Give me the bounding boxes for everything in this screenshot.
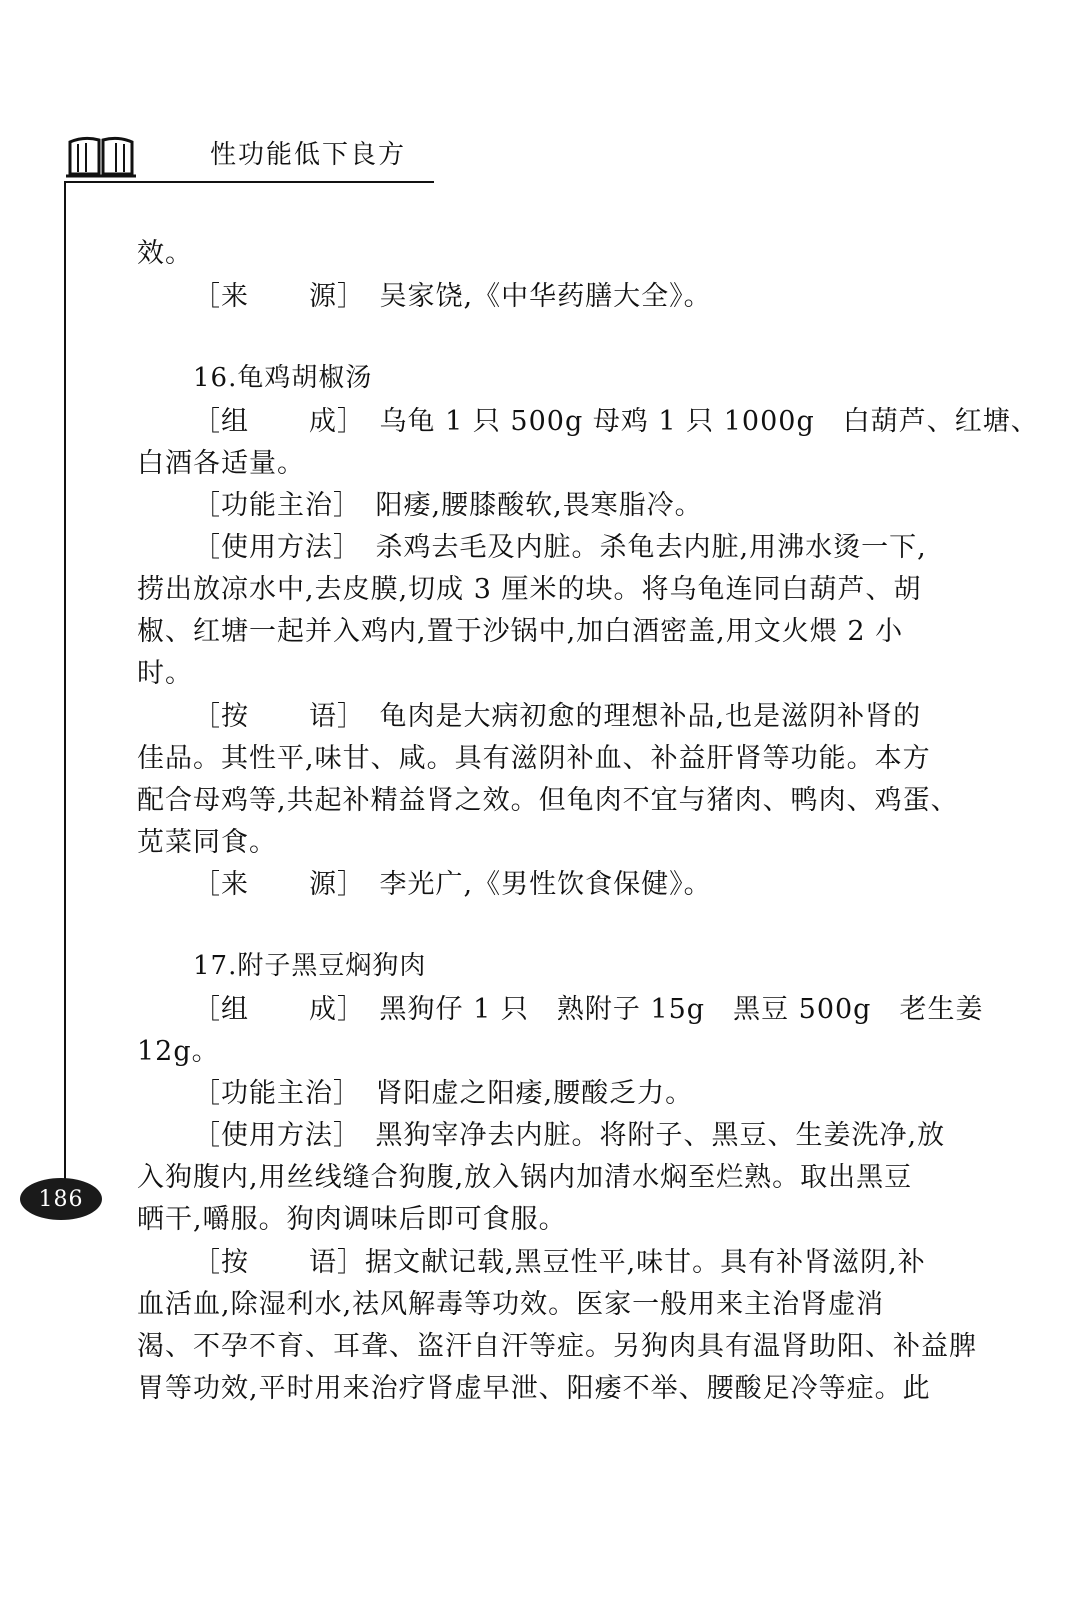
note-line [193,694,921,733]
text-line: 椒、红塘一起并入鸡内,置于沙锅中,加白酒密盖,用文火煨 2 小 [137,616,904,647]
text-line: 胃等功效,平时用来治疗肾虚早泄、阳痿不举、腰酸足冷等症。此 [137,1373,931,1404]
text-line: 血活血,除湿利水,祛风解毒等功效。医家一般用来主治肾虚消 [137,1289,885,1320]
header-rule [64,181,434,183]
label-open: ［来 [193,869,249,900]
label-open: ［按 [193,701,249,732]
label-close: 成］ [309,406,352,437]
page-number: 186 [20,1178,102,1220]
source-line [193,274,712,313]
text-line: 时。 [137,658,193,689]
text-line: 12g。 [137,1036,220,1067]
usage-line: ［使用方法］ 杀鸡去毛及内脏。杀龟去内脏,用沸水烫一下, [193,532,927,563]
usage-line: ［使用方法］ 黑狗宰净去内脏。将附子、黑豆、生姜洗净,放 [193,1120,946,1151]
label-close: 语］ [309,1247,365,1278]
label-close: 源］ [309,281,352,312]
text-line: 佳品。其性平,味甘、咸。具有滋阴补血、补益肝肾等功能。本方 [137,743,931,774]
label-open: ［组 [193,406,249,437]
text-line: 渴、不孕不育、耳聋、盗汗自汗等症。另狗肉具有温肾助阳、补益脾 [137,1331,977,1362]
label-open: ［组 [193,994,249,1025]
margin-rule [64,181,66,1181]
text-line: 配合母鸡等,共起补精益肾之效。但龟肉不宜与猪肉、鸭肉、鸡蛋、 [137,785,959,816]
note-text: 龟肉是大病初愈的理想补品,也是滋阴补肾的 [379,701,922,732]
book-icon [66,134,136,178]
recipe-title: 17.附子黑豆焖狗肉 [193,951,427,981]
note-line [193,1240,926,1279]
text-line: 白酒各适量。 [137,448,305,479]
label-open: ［来 [193,281,249,312]
ingredients-text: 乌龟 1 只 500g 母鸡 1 只 1000g 白葫芦、红塘、 [379,406,1039,437]
function-line: ［功能主治］ 阳痿,腰膝酸软,畏寒脂冷。 [193,490,703,521]
source-text: 吴家饶,《中华药膳大全》。 [379,281,712,312]
running-header: 性功能低下良方 [210,140,407,170]
label-close: 源］ [309,869,352,900]
source-text: 李光广,《男性饮食保健》。 [379,869,712,900]
text-line: 苋菜同食。 [137,827,277,858]
source-line [193,862,712,901]
label-close: 成］ [309,994,352,1025]
label-open: ［按 [193,1247,249,1278]
text-line: 晒干,嚼服。狗肉调味后即可食服。 [137,1204,567,1235]
recipe-title: 16.龟鸡胡椒汤 [193,363,373,393]
ingredients-line [193,987,983,1026]
function-line: ［功能主治］ 肾阳虚之阳痿,腰酸乏力。 [193,1078,694,1109]
text-line: 入狗腹内,用丝线缝合狗腹,放入锅内加清水焖至烂熟。取出黑豆 [137,1162,913,1193]
text-line: 捞出放凉水中,去皮膜,切成 3 厘米的块。将乌龟连同白葫芦、胡 [137,574,922,605]
label-close: 语］ [309,701,352,732]
ingredients-text: 黑狗仔 1 只 熟附子 15g 黑豆 500g 老生姜 [379,994,984,1025]
ingredients-line [193,399,1039,438]
text-line: 效。 [137,238,193,269]
note-text: 据文献记载,黑豆性平,味甘。具有补肾滋阴,补 [365,1247,926,1278]
